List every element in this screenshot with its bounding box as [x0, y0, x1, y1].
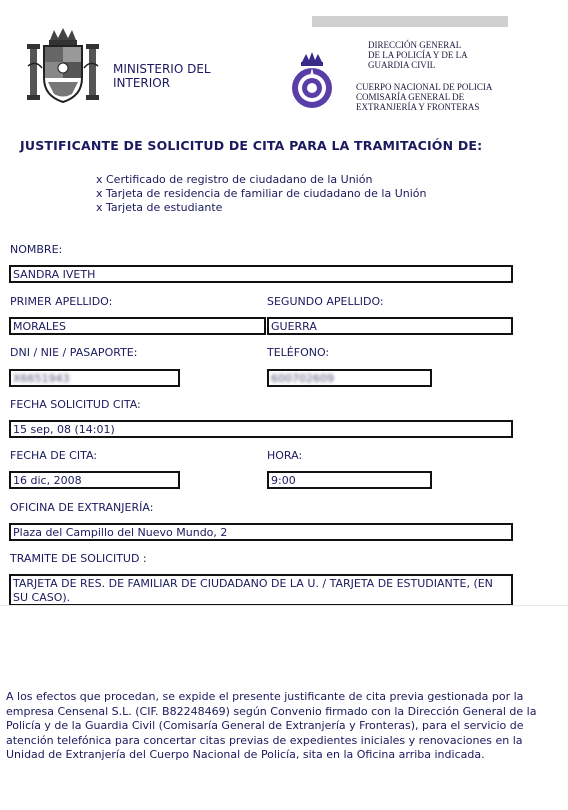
direccion-general-block — [368, 40, 468, 70]
primer-apellido-field: MORALES — [9, 317, 266, 335]
dni-label: DNI / NIE / PASAPORTE: — [10, 346, 138, 359]
oficina-label: OFICINA DE EXTRANJERÍA: — [10, 501, 154, 514]
cnp-line: EXTRANJERÍA Y FRONTERAS — [356, 102, 480, 112]
procedure-item: x Tarjeta de residencia de familiar de ciudadano de la Unión — [96, 187, 427, 200]
divider — [0, 605, 568, 606]
document-title: JUSTIFICANTE DE SOLICITUD DE CITA PARA LA TRAMITACIÓN DE: — [20, 138, 483, 153]
segundo-apellido-field: GUERRA — [267, 317, 513, 335]
dg-line: GUARDIA CIVIL — [368, 60, 436, 70]
ministerio-line: MINISTERIO DEL — [113, 62, 211, 76]
oficina-field: Plaza del Campillo del Nuevo Mundo, 2 — [9, 523, 513, 541]
hora-label: HORA: — [267, 449, 303, 462]
ministerio-heading — [113, 62, 211, 90]
cnp-block — [356, 82, 492, 112]
ministerio-line: INTERIOR — [113, 76, 171, 90]
fecha-cita-field: 16 dic, 2008 — [9, 471, 180, 489]
fecha-cita-label: FECHA DE CITA: — [10, 449, 97, 462]
dni-field — [9, 369, 180, 387]
cnp-line: CUERPO NACIONAL DE POLICIA — [356, 82, 493, 92]
primer-apellido-label: PRIMER APELLIDO: — [10, 295, 113, 308]
fecha-solicitud-label: FECHA SOLICITUD CITA: — [10, 398, 141, 411]
coat-of-arms-logo — [24, 26, 102, 104]
telefono-value-redacted: 600702609 — [271, 372, 334, 385]
telefono-label: TELÉFONO: — [267, 346, 330, 359]
cnp-line: COMISARÍA GENERAL DE — [356, 92, 465, 102]
dg-line: DE LA POLICÍA Y DE LA — [368, 50, 468, 60]
hora-field: 9:00 — [267, 471, 432, 489]
footer-legal-text: A los efectos que procedan, se expide el presente justificante de cita previa gestionada por la empresa Censenal S.L. (CIF. B82248469) según Convenio firmado con la Dirección General de la Policía y de la Guardia Civil (Comisaría General de Extranjería y Fronteras), para el servicio de atención telefónica para concertar citas previas de expedientes iniciales y renovaciones en la Unidad de Extranjería del Cuerpo Nacional de Policía, sita en la Oficina arriba indicada. — [6, 690, 537, 761]
nombre-field: SANDRA IVETH — [9, 265, 513, 283]
fecha-solicitud-field: 15 sep, 08 (14:01) — [9, 420, 513, 438]
procedures-list — [96, 173, 426, 215]
tramite-label: TRAMITE DE SOLICITUD : — [10, 552, 147, 565]
telefono-field — [267, 369, 432, 387]
segundo-apellido-label: SEGUNDO APELLIDO: — [267, 295, 384, 308]
police-badge-logo — [290, 52, 334, 116]
procedure-item: x Tarjeta de estudiante — [96, 201, 223, 214]
tramite-field: TARJETA DE RES. DE FAMILIAR DE CIUDADANO DE LA U. / TARJETA DE ESTUDIANTE, (EN SU CASO). — [9, 574, 513, 606]
dni-value-redacted: X6651943 — [13, 372, 70, 385]
redaction-bar — [312, 16, 508, 27]
dg-line: DIRECCIÓN GENERAL — [368, 40, 462, 50]
procedure-item: x Certificado de registro de ciudadano de la Unión — [96, 173, 373, 186]
nombre-label: NOMBRE: — [10, 243, 63, 256]
